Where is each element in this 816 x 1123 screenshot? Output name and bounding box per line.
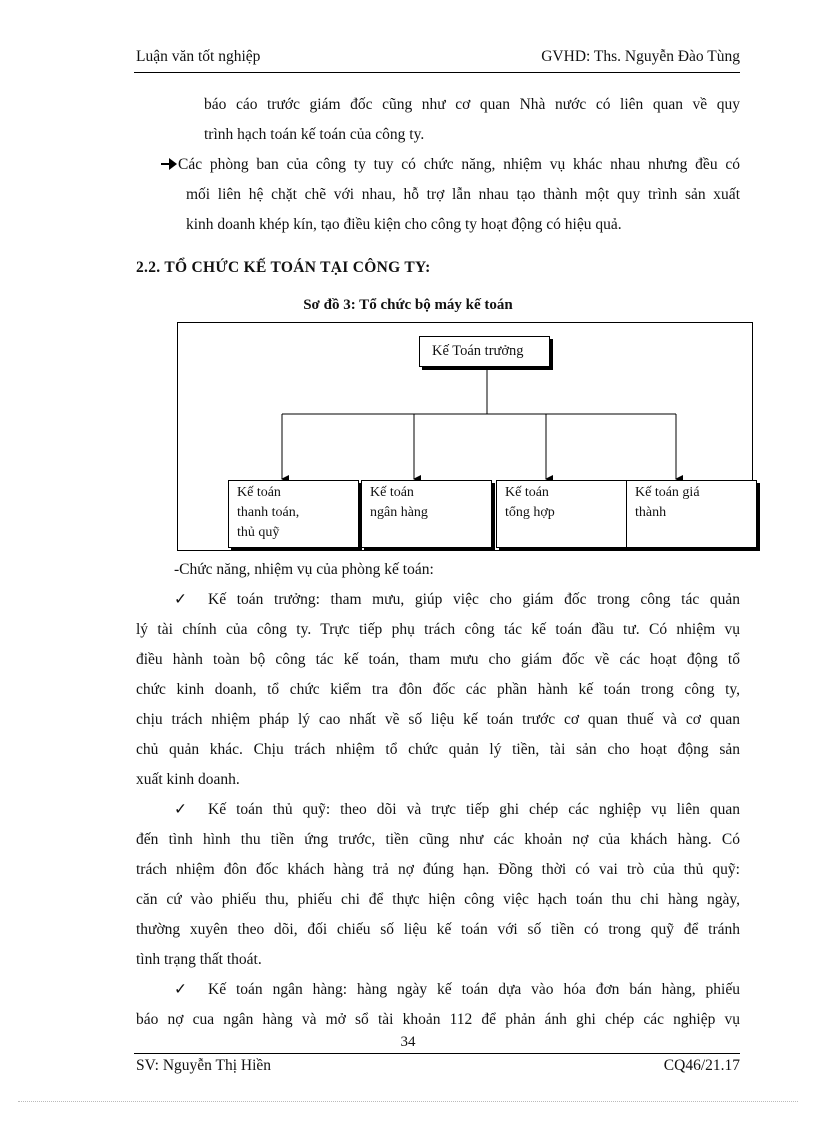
header-thesis-title: Luận văn tốt nghiệp: [136, 48, 261, 65]
footer-rule: [134, 1053, 740, 1054]
footer-student: SV: Nguyễn Thị Hiền: [136, 1057, 272, 1074]
node-bank-accountant: [361, 480, 492, 548]
node-label: Kế toán ngân hàng: [370, 485, 428, 520]
node-payment-cashier: [228, 480, 359, 548]
header-rule: [134, 72, 740, 73]
p1-line-2: lý tài chính của công ty. Trực tiếp phụ trách công tác kế toán đầu tư. Có nhiệm vụ: [136, 621, 740, 638]
page-number: 34: [400, 1034, 416, 1050]
arrow-paragraph-line-2: mối liên hệ chặt chẽ với nhau, hỗ trợ lẫn nhau tạo thành một quy trình sản xuất: [186, 186, 740, 203]
arrow-paragraph-line-1: Các phòng ban của công ty tuy có chức năng, nhiệm vụ khác nhau nhưng đều có: [178, 156, 740, 173]
intro-line-2: trình hạch toán kế toán của công ty.: [204, 126, 425, 143]
p2-line-5: thường xuyên theo dõi, đối chiếu số liệu kế toán với số tiền có trong quỹ để tránh: [136, 921, 740, 938]
check-icon: ✓: [174, 801, 187, 818]
node-chief-accountant: Kế Toán trưởng: [419, 336, 550, 367]
node-label: Kế toán thanh toán, thủ quỹ: [237, 485, 300, 540]
p1-line-7: xuất kinh doanh.: [136, 771, 240, 788]
p1-line-6: chủ quản khác. Chịu trách nhiệm tổ chức quản lý tiền, tài sản cho hoạt động sản: [136, 741, 740, 758]
arrow-paragraph-line-3: kinh doanh khép kín, tạo điều kiện cho công ty hoạt động có hiệu quả.: [186, 216, 622, 233]
p1-line-5: chịu trách nhiệm pháp lý cao nhất về số liệu kế toán trước cơ quan thuế và cơ quan: [136, 711, 740, 728]
p2-line-3: trách nhiệm đôn đốc khách hàng trả nợ đúng hạn. Đồng thời có vai trò của thủ quỹ:: [136, 861, 740, 878]
node-label: Kế toán tổng hợp: [505, 485, 555, 520]
org-chart: [177, 322, 753, 551]
p2-line-2: đến tình hình thu tiền ứng trước, tiền cũng như các khoản nợ của khách hàng. Có: [136, 831, 740, 848]
intro-line-1: báo cáo trước giám đốc cũng như cơ quan Nhà nước có liên quan về quy: [204, 96, 740, 113]
section-heading: 2.2. TỔ CHỨC KẾ TOÁN TẠI CÔNG TY:: [136, 259, 431, 276]
p2-line-1: [174, 795, 740, 825]
functions-subtitle: -Chức năng, nhiệm vụ của phòng kế toán:: [174, 561, 434, 578]
p1-line-1: [174, 585, 740, 615]
header-advisor: GVHD: Ths. Nguyễn Đào Tùng: [541, 48, 740, 65]
p2-line-4: căn cứ vào phiếu thu, phiếu chi để thực hiện công việc hạch toán thu chi hàng ngày,: [136, 891, 740, 908]
p3-line-2: báo nợ cua ngân hàng và mở sổ tài khoản 112 để phản ánh ghi chép các nghiệp vụ: [136, 1011, 740, 1028]
p1-line-4: chức kinh doanh, tổ chức kiểm tra đôn đốc các phần hành kế toán trong công ty,: [136, 681, 740, 698]
node-cost-accountant: [626, 480, 757, 548]
footer-class-code: CQ46/21.17: [663, 1057, 740, 1074]
arrow-right-icon: [160, 156, 178, 172]
p1-line-3: điều hành toàn bộ công tác kế toán, tham mưu cho giám đốc về các hoạt động tổ: [136, 651, 740, 668]
check-icon: ✓: [174, 981, 187, 998]
p3-line-1: [174, 975, 740, 1005]
diagram-caption: Sơ đồ 3: Tổ chức bộ máy kế toán: [303, 297, 513, 313]
page-bottom-divider: [18, 1101, 798, 1102]
p2-line-6: tình trạng thất thoát.: [136, 951, 262, 968]
p1-text: Kế toán trưởng: tham mưu, giúp việc cho giám đốc trong công tác quản: [208, 591, 740, 608]
node-label: Kế toán giá thành: [635, 485, 700, 520]
p3-text: Kế toán ngân hàng: hàng ngày kế toán dựa vào hóa đơn bán hàng, phiếu: [208, 981, 740, 998]
p2-text: Kế toán thủ quỹ: theo dõi và trực tiếp ghi chép các nghiệp vụ liên quan: [208, 801, 740, 818]
node-general-accountant: [496, 480, 627, 548]
check-icon: ✓: [174, 591, 187, 608]
